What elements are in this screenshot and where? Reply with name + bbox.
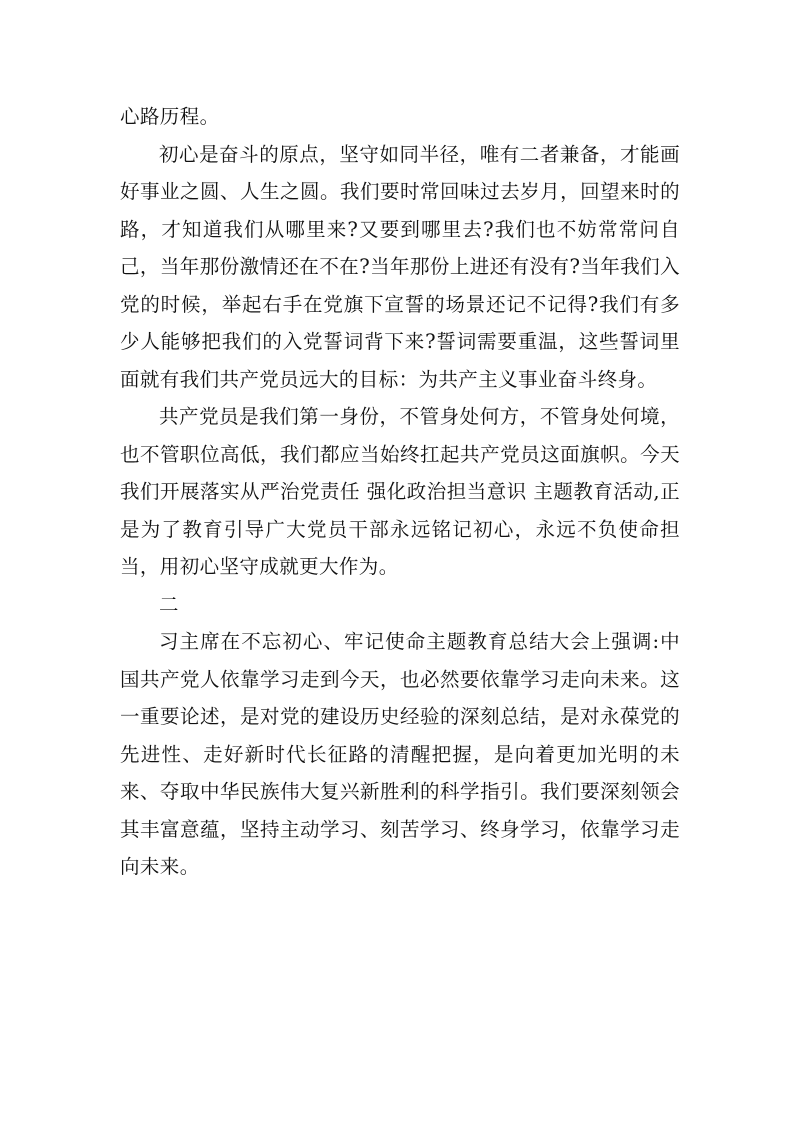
section-heading-two: 二 <box>159 592 179 616</box>
paragraph-party-member-identity: 共产党员是我们第一身份，不管身处何方，不管身处何境，也不管职位高低，我们都应当始终扛起共产党员这面旗帜。今天我们开展落实从严治党责任 强化政治担当意识 主题教育活动,正是为了教育引导广大党员干部永远铭记初心，永远不负使命担当，用初心坚守成就更大作为。 <box>120 405 680 578</box>
document-body <box>120 98 680 886</box>
paragraph-continuation: 心路历程。 <box>120 105 220 128</box>
paragraph-learning: 习主席在不忘初心、牢记使命主题教育总结大会上强调:中国共产党人依靠学习走到今天，也必然要依靠学习走向未来。这一重要论述，是对党的建设历史经验的深刻总结，是对永葆党的先进性、走好新时代长征路的清醒把握，是向着更加光明的未来、夺取中华民族伟大复兴新胜利的科学指引。我们要深刻领会其丰富意蕴，坚持主动学习、刻苦学习、终身学习，依靠学习走向未来。 <box>120 630 680 878</box>
paragraph-original-aspiration: 初心是奋斗的原点，坚守如同半径，唯有二者兼备，才能画好事业之圆、人生之圆。我们要时常回味过去岁月，回望来时的路，才知道我们从哪里来?又要到哪里去?我们也不妨常常问自己，当年那份激情还在不在?当年那份上进还有没有?当年我们入党的时候，举起右手在党旗下宣誓的场景还记不记得?我们有多少人能够把我们的入党誓词背下来?誓词需要重温，这些誓词里面就有我们共产党员远大的目标：为共产主义事业奋斗终身。 <box>120 142 680 391</box>
